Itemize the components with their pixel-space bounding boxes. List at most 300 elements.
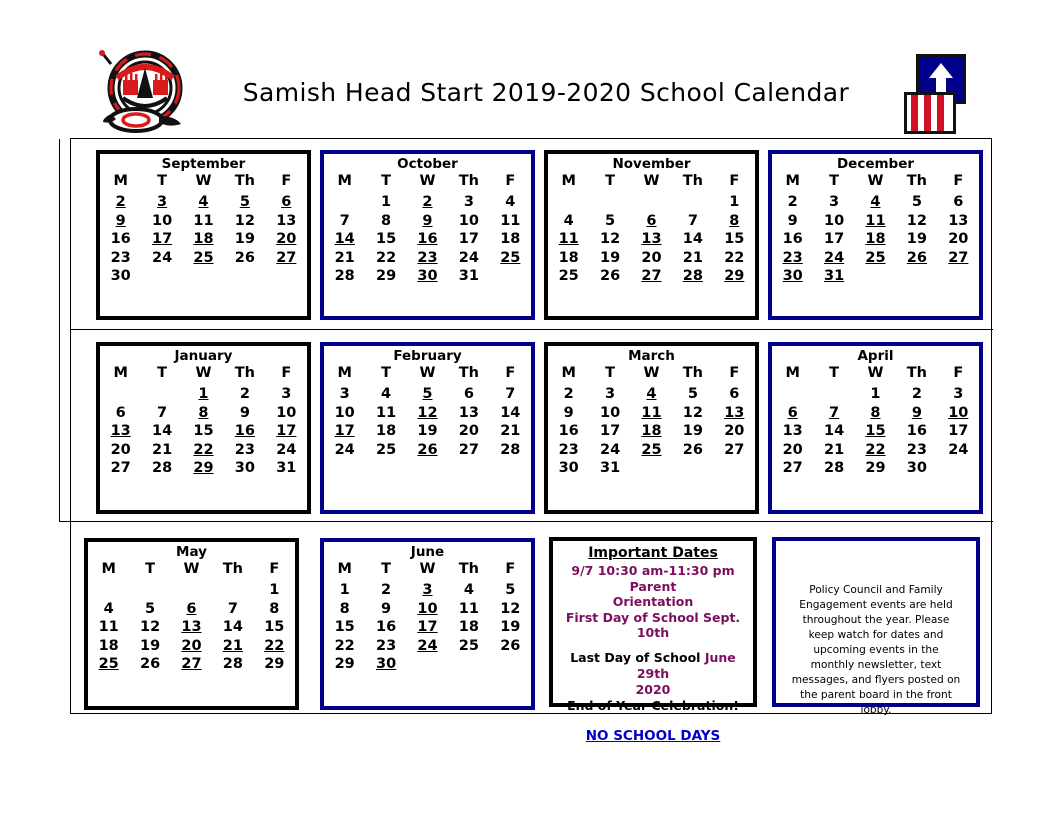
day-cell-23[interactable]: 23 <box>558 441 579 458</box>
day-cell-16[interactable]: 16 <box>558 423 579 439</box>
day-cell-20[interactable]: 20 <box>948 231 969 247</box>
day-cell-12[interactable]: 12 <box>682 404 703 421</box>
day-cell-11[interactable]: 11 <box>98 619 119 635</box>
day-cell-4[interactable]: 4 <box>870 194 881 210</box>
month-grid <box>772 173 979 286</box>
day-cell-18[interactable]: 18 <box>558 249 579 266</box>
day-cell-6[interactable]: 6 <box>186 600 197 617</box>
day-cell-empty <box>490 459 531 478</box>
day-cell-15[interactable]: 15 <box>264 619 285 635</box>
day-cell-5[interactable]: 5 <box>239 194 250 210</box>
day-cell-6[interactable]: 6 <box>115 404 126 421</box>
day-cell-5[interactable]: 5 <box>145 600 156 617</box>
day-cell-2[interactable]: 2 <box>422 194 433 210</box>
day-cell-27[interactable]: 27 <box>724 441 745 458</box>
month-grid <box>324 561 531 674</box>
day-cell-15[interactable]: 15 <box>193 423 214 439</box>
day-cell-6[interactable]: 6 <box>953 194 964 210</box>
day-cell-8[interactable]: 8 <box>339 600 350 617</box>
day-cell-10[interactable]: 10 <box>417 600 438 617</box>
day-cell-13[interactable]: 13 <box>276 212 297 229</box>
day-cell-19[interactable]: 19 <box>599 249 621 266</box>
day-cell-7[interactable]: 7 <box>157 404 168 421</box>
day-cell-19[interactable]: 19 <box>500 619 521 635</box>
weekday-header-th: Th <box>458 561 479 577</box>
day-cell-28[interactable]: 28 <box>151 460 173 476</box>
day-cell-22[interactable]: 22 <box>865 441 886 458</box>
day-cell-1[interactable]: 1 <box>339 582 350 598</box>
day-cell-17[interactable]: 17 <box>948 423 969 439</box>
month-grid <box>324 173 531 286</box>
day-cell-26[interactable]: 26 <box>417 441 438 458</box>
day-cell-4[interactable]: 4 <box>198 194 209 210</box>
day-cell-27[interactable]: 27 <box>641 268 662 284</box>
day-cell-14[interactable]: 14 <box>823 423 845 439</box>
day-cell-26[interactable]: 26 <box>500 637 521 654</box>
day-cell-4[interactable]: 4 <box>646 386 657 402</box>
month-box-november <box>544 150 759 320</box>
day-cell-23[interactable]: 23 <box>234 441 255 458</box>
day-cell-24[interactable]: 24 <box>599 441 621 458</box>
day-cell-16[interactable]: 16 <box>110 231 131 247</box>
week-row <box>548 441 755 460</box>
day-cell-19[interactable]: 19 <box>234 231 255 247</box>
day-cell-24[interactable]: 24 <box>334 441 355 458</box>
day-cell-13[interactable]: 13 <box>948 212 969 229</box>
day-cell-24[interactable]: 24 <box>151 249 173 266</box>
week-row <box>548 212 755 231</box>
day-cell-empty <box>772 385 813 404</box>
week-row <box>100 193 307 212</box>
day-cell-31[interactable]: 31 <box>458 268 479 284</box>
day-cell-21[interactable]: 21 <box>823 441 845 458</box>
weekday-header-th: Th <box>234 365 255 381</box>
day-cell-27[interactable]: 27 <box>948 249 969 266</box>
day-cell-25[interactable]: 25 <box>193 249 214 266</box>
weekday-header-w: W <box>643 173 660 189</box>
day-cell-27[interactable]: 27 <box>110 460 131 476</box>
day-cell-empty <box>365 459 406 478</box>
day-cell-25[interactable]: 25 <box>458 637 479 654</box>
day-cell-16[interactable]: 16 <box>906 423 927 439</box>
important-dates-title: Important Dates <box>588 545 718 561</box>
day-cell-18[interactable]: 18 <box>193 231 214 247</box>
day-cell-27[interactable]: 27 <box>181 656 202 672</box>
day-cell-30[interactable]: 30 <box>417 268 438 284</box>
day-cell-29[interactable]: 29 <box>724 268 745 284</box>
day-cell-25[interactable]: 25 <box>375 441 397 458</box>
day-cell-9[interactable]: 9 <box>911 404 922 421</box>
day-cell-22[interactable]: 22 <box>375 249 397 266</box>
day-cell-26[interactable]: 26 <box>599 268 621 284</box>
day-cell-4[interactable]: 4 <box>563 212 574 229</box>
day-cell-20[interactable]: 20 <box>110 441 131 458</box>
day-cell-13[interactable]: 13 <box>782 423 803 439</box>
weekday-header-row <box>100 173 307 193</box>
day-cell-5[interactable]: 5 <box>687 386 698 402</box>
weekday-header-m: M <box>101 561 116 577</box>
month-grid <box>324 365 531 478</box>
day-cell-6[interactable]: 6 <box>281 194 292 210</box>
last-day-date: June 29th <box>636 649 736 681</box>
day-cell-empty <box>141 267 182 286</box>
week-row <box>772 193 979 212</box>
day-cell-8[interactable]: 8 <box>269 600 280 617</box>
day-cell-18[interactable]: 18 <box>500 231 521 247</box>
day-cell-20[interactable]: 20 <box>782 441 803 458</box>
day-cell-3[interactable]: 3 <box>281 386 292 402</box>
day-cell-12[interactable]: 12 <box>417 404 438 421</box>
day-cell-6[interactable]: 6 <box>729 386 740 402</box>
day-cell-28[interactable]: 28 <box>682 268 703 284</box>
day-cell-empty <box>141 385 182 404</box>
day-cell-11[interactable]: 11 <box>500 212 521 229</box>
day-cell-17[interactable]: 17 <box>276 423 297 439</box>
day-cell-20[interactable]: 20 <box>641 249 662 266</box>
day-cell-7[interactable]: 7 <box>687 212 698 229</box>
day-cell-27[interactable]: 27 <box>782 460 803 476</box>
day-cell-3[interactable]: 3 <box>605 386 616 402</box>
weekday-header-row <box>548 173 755 193</box>
day-cell-27[interactable]: 27 <box>276 249 297 266</box>
day-cell-30[interactable]: 30 <box>110 268 131 284</box>
day-cell-18[interactable]: 18 <box>641 423 662 439</box>
day-cell-3[interactable]: 3 <box>829 194 840 210</box>
day-cell-10[interactable]: 10 <box>948 404 969 421</box>
day-cell-2[interactable]: 2 <box>563 386 574 402</box>
policy-council-notice-text: Policy Council and Family Engagement events are held throughout the year. Please keep watch for dates and upcoming events in the monthly newsletter, text messages, and flyers posted on the parent board in the front lobby. <box>791 584 961 716</box>
day-cell-14[interactable]: 14 <box>222 619 243 635</box>
day-cell-2[interactable]: 2 <box>239 386 250 402</box>
day-cell-25[interactable]: 25 <box>641 441 662 458</box>
day-cell-15[interactable]: 15 <box>724 231 745 247</box>
day-cell-1[interactable]: 1 <box>870 386 881 402</box>
day-cell-18[interactable]: 18 <box>865 231 886 247</box>
week-row <box>772 441 979 460</box>
week-row <box>324 267 531 286</box>
day-cell-7[interactable]: 7 <box>829 404 840 421</box>
day-cell-25[interactable]: 25 <box>558 268 579 284</box>
day-cell-22[interactable]: 22 <box>193 441 214 458</box>
day-cell-20[interactable]: 20 <box>276 231 297 247</box>
day-cell-5[interactable]: 5 <box>911 194 922 210</box>
day-cell-8[interactable]: 8 <box>381 212 392 229</box>
day-cell-30[interactable]: 30 <box>234 460 255 476</box>
weekday-header-th: Th <box>682 365 703 381</box>
day-cell-29[interactable]: 29 <box>334 656 355 672</box>
day-cell-26[interactable]: 26 <box>682 441 703 458</box>
week-row <box>100 249 307 268</box>
day-cell-12[interactable]: 12 <box>234 212 255 229</box>
day-cell-12[interactable]: 12 <box>139 619 161 635</box>
week-row <box>772 249 979 268</box>
day-cell-24[interactable]: 24 <box>948 441 969 458</box>
day-cell-8[interactable]: 8 <box>198 404 209 421</box>
day-cell-1[interactable]: 1 <box>381 194 392 210</box>
day-cell-30[interactable]: 30 <box>375 656 397 672</box>
day-cell-3[interactable]: 3 <box>339 386 350 402</box>
month-box-march <box>544 342 759 514</box>
day-cell-11[interactable]: 11 <box>375 404 397 421</box>
day-cell-9[interactable]: 9 <box>239 404 250 421</box>
day-cell-19[interactable]: 19 <box>139 637 161 654</box>
day-cell-8[interactable]: 8 <box>870 404 881 421</box>
day-cell-24[interactable]: 24 <box>417 637 438 654</box>
week-row <box>324 385 531 404</box>
weekday-header-row <box>324 561 531 581</box>
day-cell-14[interactable]: 14 <box>500 404 521 421</box>
day-cell-28[interactable]: 28 <box>500 441 521 458</box>
day-cell-30[interactable]: 30 <box>906 460 927 476</box>
day-cell-17[interactable]: 17 <box>458 231 479 247</box>
weekday-header-th: Th <box>682 173 703 189</box>
day-cell-29[interactable]: 29 <box>264 656 285 672</box>
day-cell-20[interactable]: 20 <box>181 637 202 654</box>
day-cell-10[interactable]: 10 <box>599 404 621 421</box>
day-cell-9[interactable]: 9 <box>563 404 574 421</box>
day-cell-22[interactable]: 22 <box>334 637 355 654</box>
day-cell-5[interactable]: 5 <box>422 386 433 402</box>
day-cell-4[interactable]: 4 <box>463 582 474 598</box>
day-cell-21[interactable]: 21 <box>682 249 703 266</box>
day-cell-empty <box>672 193 713 212</box>
day-cell-13[interactable]: 13 <box>181 619 202 635</box>
day-cell-23[interactable]: 23 <box>782 249 803 266</box>
weekday-header-f: F <box>269 561 280 577</box>
day-cell-2[interactable]: 2 <box>115 194 126 210</box>
day-cell-18[interactable]: 18 <box>98 637 119 654</box>
weekday-header-t: T <box>145 561 156 577</box>
week-row <box>548 230 755 249</box>
day-cell-31[interactable]: 31 <box>276 460 297 476</box>
weekday-header-w: W <box>867 365 884 381</box>
day-cell-21[interactable]: 21 <box>334 249 355 266</box>
day-cell-5[interactable]: 5 <box>605 212 616 229</box>
day-cell-15[interactable]: 15 <box>375 231 397 247</box>
day-cell-9[interactable]: 9 <box>422 212 433 229</box>
day-cell-3[interactable]: 3 <box>157 194 168 210</box>
day-cell-7[interactable]: 7 <box>227 600 238 617</box>
day-cell-13[interactable]: 13 <box>458 404 479 421</box>
day-cell-empty <box>448 459 489 478</box>
day-cell-16[interactable]: 16 <box>375 619 397 635</box>
day-cell-30[interactable]: 30 <box>558 460 579 476</box>
day-cell-18[interactable]: 18 <box>375 423 397 439</box>
day-cell-17[interactable]: 17 <box>823 231 845 247</box>
day-cell-6[interactable]: 6 <box>646 212 657 229</box>
day-cell-11[interactable]: 11 <box>865 212 886 229</box>
weekday-header-row <box>324 173 531 193</box>
day-cell-11[interactable]: 11 <box>641 404 662 421</box>
day-cell-14[interactable]: 14 <box>682 231 703 247</box>
day-cell-25[interactable]: 25 <box>98 656 119 672</box>
day-cell-11[interactable]: 11 <box>558 231 579 247</box>
day-cell-13[interactable]: 13 <box>724 404 745 421</box>
day-cell-10[interactable]: 10 <box>276 404 297 421</box>
day-cell-26[interactable]: 26 <box>139 656 161 672</box>
week-row <box>100 404 307 423</box>
day-cell-15[interactable]: 15 <box>865 423 886 439</box>
week-row <box>88 600 295 619</box>
end-of-year-celebration: End of Year Celebration! <box>567 697 739 713</box>
day-cell-13[interactable]: 13 <box>110 423 131 439</box>
day-cell-16[interactable]: 16 <box>234 423 255 439</box>
day-cell-25[interactable]: 25 <box>500 249 521 266</box>
day-cell-1[interactable]: 1 <box>198 386 209 402</box>
weekday-header-row <box>88 561 295 581</box>
week-row <box>548 249 755 268</box>
day-cell-14[interactable]: 14 <box>334 231 355 247</box>
row-divider-2 <box>71 521 993 522</box>
no-school-days-legend: NO SCHOOL DAYS <box>585 727 721 744</box>
day-cell-31[interactable]: 31 <box>823 268 845 284</box>
day-cell-1[interactable]: 1 <box>729 194 740 210</box>
weekday-header-w: W <box>419 365 436 381</box>
frame-left-rail <box>59 139 60 521</box>
day-cell-6[interactable]: 6 <box>787 404 798 421</box>
weekday-header-row <box>548 365 755 385</box>
week-row <box>548 193 755 212</box>
day-cell-empty <box>855 267 896 286</box>
last-day-prefix: Last Day of School <box>570 649 705 665</box>
day-cell-19[interactable]: 19 <box>906 231 927 247</box>
day-cell-7[interactable]: 7 <box>339 212 350 229</box>
day-cell-28[interactable]: 28 <box>823 460 845 476</box>
day-cell-17[interactable]: 17 <box>334 423 355 439</box>
day-cell-1[interactable]: 1 <box>269 582 280 598</box>
day-cell-empty <box>672 459 713 478</box>
day-cell-2[interactable]: 2 <box>381 582 392 598</box>
row-divider-2-stub <box>59 521 73 522</box>
day-cell-21[interactable]: 21 <box>222 637 243 654</box>
day-cell-12[interactable]: 12 <box>500 600 521 617</box>
weekday-header-row <box>324 365 531 385</box>
day-cell-31[interactable]: 31 <box>599 460 621 476</box>
weekday-header-f: F <box>953 173 964 189</box>
day-cell-28[interactable]: 28 <box>222 656 243 672</box>
day-cell-9[interactable]: 9 <box>787 212 798 229</box>
day-cell-14[interactable]: 14 <box>151 423 173 439</box>
day-cell-8[interactable]: 8 <box>729 212 740 229</box>
day-cell-10[interactable]: 10 <box>151 212 173 229</box>
day-cell-9[interactable]: 9 <box>381 600 392 617</box>
weekday-header-t: T <box>157 173 168 189</box>
week-row <box>100 212 307 231</box>
day-cell-empty <box>813 385 854 404</box>
week-row <box>100 459 307 478</box>
day-cell-11[interactable]: 11 <box>193 212 214 229</box>
day-cell-23[interactable]: 23 <box>906 441 927 458</box>
day-cell-empty <box>129 581 170 600</box>
week-row <box>548 422 755 441</box>
day-cell-26[interactable]: 26 <box>906 249 927 266</box>
day-cell-25[interactable]: 25 <box>865 249 886 266</box>
day-cell-17[interactable]: 17 <box>151 231 173 247</box>
weekday-header-f: F <box>505 561 516 577</box>
month-box-april <box>768 342 983 514</box>
day-cell-10[interactable]: 10 <box>334 404 355 421</box>
month-title: September <box>161 156 246 172</box>
day-cell-23[interactable]: 23 <box>375 637 397 654</box>
weekday-header-row <box>100 365 307 385</box>
weekday-header-f: F <box>505 365 516 381</box>
day-cell-18[interactable]: 18 <box>458 619 479 635</box>
day-cell-30[interactable]: 30 <box>782 268 803 284</box>
day-cell-20[interactable]: 20 <box>458 423 479 439</box>
weekday-header-m: M <box>113 365 128 381</box>
day-cell-16[interactable]: 16 <box>782 231 803 247</box>
day-cell-24[interactable]: 24 <box>823 249 845 266</box>
day-cell-29[interactable]: 29 <box>193 460 214 476</box>
day-cell-empty <box>100 385 141 404</box>
last-day-of-school <box>559 650 747 682</box>
day-cell-2[interactable]: 2 <box>911 386 922 402</box>
week-row <box>324 422 531 441</box>
day-cell-21[interactable]: 21 <box>151 441 173 458</box>
week-row <box>100 441 307 460</box>
week-row <box>772 230 979 249</box>
day-cell-19[interactable]: 19 <box>417 423 438 439</box>
month-box-october <box>320 150 535 320</box>
day-cell-6[interactable]: 6 <box>463 386 474 402</box>
month-grid <box>88 561 295 674</box>
day-cell-5[interactable]: 5 <box>505 582 516 598</box>
day-cell-13[interactable]: 13 <box>641 231 662 247</box>
day-cell-4[interactable]: 4 <box>381 386 392 402</box>
first-day-of-school: First Day of School Sept. 10th <box>565 609 741 640</box>
day-cell-11[interactable]: 11 <box>458 600 479 617</box>
week-row <box>324 212 531 231</box>
day-cell-2[interactable]: 2 <box>787 194 798 210</box>
day-cell-21[interactable]: 21 <box>500 423 521 439</box>
day-cell-24[interactable]: 24 <box>276 441 297 458</box>
day-cell-3[interactable]: 3 <box>422 582 433 598</box>
weekday-header-f: F <box>505 173 516 189</box>
day-cell-23[interactable]: 23 <box>417 249 438 266</box>
day-cell-16[interactable]: 16 <box>417 231 438 247</box>
day-cell-12[interactable]: 12 <box>599 231 621 247</box>
day-cell-23[interactable]: 23 <box>110 249 131 266</box>
day-cell-17[interactable]: 17 <box>417 619 438 635</box>
day-cell-28[interactable]: 28 <box>334 268 355 284</box>
day-cell-3[interactable]: 3 <box>463 194 474 210</box>
day-cell-9[interactable]: 9 <box>115 212 126 229</box>
day-cell-17[interactable]: 17 <box>599 423 621 439</box>
day-cell-24[interactable]: 24 <box>458 249 479 266</box>
day-cell-19[interactable]: 19 <box>682 423 703 439</box>
day-cell-29[interactable]: 29 <box>375 268 397 284</box>
day-cell-22[interactable]: 22 <box>724 249 745 266</box>
month-box-june <box>320 538 535 710</box>
day-cell-20[interactable]: 20 <box>724 423 745 439</box>
day-cell-10[interactable]: 10 <box>823 212 845 229</box>
week-row <box>100 422 307 441</box>
day-cell-22[interactable]: 22 <box>264 637 285 654</box>
day-cell-empty <box>266 267 307 286</box>
day-cell-4[interactable]: 4 <box>103 600 114 617</box>
day-cell-29[interactable]: 29 <box>865 460 886 476</box>
day-cell-27[interactable]: 27 <box>458 441 479 458</box>
day-cell-10[interactable]: 10 <box>458 212 479 229</box>
weekday-header-t: T <box>829 365 840 381</box>
day-cell-3[interactable]: 3 <box>953 386 964 402</box>
day-cell-15[interactable]: 15 <box>334 619 355 635</box>
day-cell-26[interactable]: 26 <box>234 249 255 266</box>
day-cell-4[interactable]: 4 <box>505 194 516 210</box>
day-cell-12[interactable]: 12 <box>906 212 927 229</box>
day-cell-7[interactable]: 7 <box>505 386 516 402</box>
weekday-header-t: T <box>381 561 392 577</box>
